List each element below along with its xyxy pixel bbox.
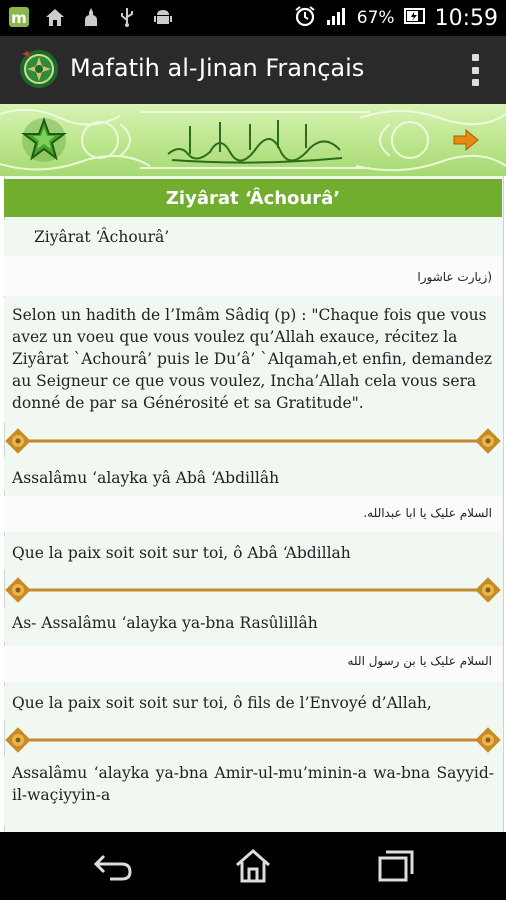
verse-2-arabic: السلام علیک یا بن رسول الله bbox=[4, 646, 502, 682]
verse-1-translit: Assalâmu ‘alayka yâ Abâ ‘Abdillâh bbox=[4, 457, 502, 491]
overflow-menu-icon[interactable] bbox=[472, 54, 480, 86]
android-icon bbox=[152, 6, 174, 28]
back-icon[interactable] bbox=[92, 848, 136, 884]
ornament-divider bbox=[4, 574, 502, 606]
clock-time: 10:59 bbox=[434, 5, 498, 31]
system-status bbox=[293, 4, 498, 32]
ornament-divider bbox=[4, 425, 502, 457]
star-icon[interactable] bbox=[20, 116, 68, 164]
verse-2-translation: Que la paix soit soit sur toi, ô fils de l’Envoyé d’Allah, bbox=[4, 686, 502, 720]
signal-icon bbox=[325, 5, 349, 31]
verse-1-arabic: السلام علیک یا ابا عبدالله. bbox=[4, 496, 502, 532]
verse-1-translation: Que la paix soit soit sur toi, ô Abâ ‘Abdillah bbox=[4, 536, 502, 570]
home-nav-icon[interactable] bbox=[231, 848, 275, 884]
notification-icons bbox=[8, 6, 174, 28]
header-banner bbox=[0, 104, 506, 179]
battery-percent: 67% bbox=[356, 8, 395, 28]
home-icon bbox=[44, 6, 66, 28]
arrow-right-icon[interactable] bbox=[452, 126, 480, 154]
recents-icon[interactable] bbox=[372, 848, 416, 884]
verse-2-translit: As- Assalâmu ‘alayka ya-bna Rasûlillâh bbox=[4, 608, 502, 642]
ornament-divider bbox=[4, 724, 502, 756]
intro-arabic: (زیارت عاشورا bbox=[4, 256, 502, 296]
app-logo-icon[interactable] bbox=[18, 48, 60, 90]
section-title: Ziyârat ‘Âchourâ’ bbox=[4, 179, 502, 217]
svg-text:m: m bbox=[11, 9, 27, 27]
intro-title: Ziyârat ‘Âchourâ’ bbox=[4, 220, 502, 256]
hadith-text: Selon un hadith de l’Imâm Sâdiq (p) : "Chaque fois que vous avez un voeu que vous voulez qu’Allah exauce, récitez la Ziyârat `Achourâ’ puis le Du’â’ `Alqamah,et enfin, demandez au Seigneur ce que vous voulez, Incha’Allah cela vous sera donné de par sa Générosité et sa Gratitude". bbox=[4, 298, 502, 422]
alarm-icon bbox=[293, 4, 317, 32]
content-area[interactable] bbox=[0, 176, 506, 832]
usb-icon bbox=[116, 6, 138, 28]
verse-3-translit: Assalâmu ‘alayka ya-bna Amir-ul-mu’minin-a wa-bna Sayyid-il-waçiyyin-a bbox=[4, 756, 502, 826]
app-title: Mafatih al-Jinan Français bbox=[70, 54, 365, 82]
status-bar bbox=[0, 0, 506, 36]
navigation-bar bbox=[0, 832, 506, 900]
action-bar bbox=[0, 36, 506, 106]
m-app-icon bbox=[8, 6, 30, 28]
battery-icon bbox=[403, 5, 427, 31]
mosque-icon bbox=[80, 6, 102, 28]
calligraphy-emblem bbox=[160, 114, 350, 166]
